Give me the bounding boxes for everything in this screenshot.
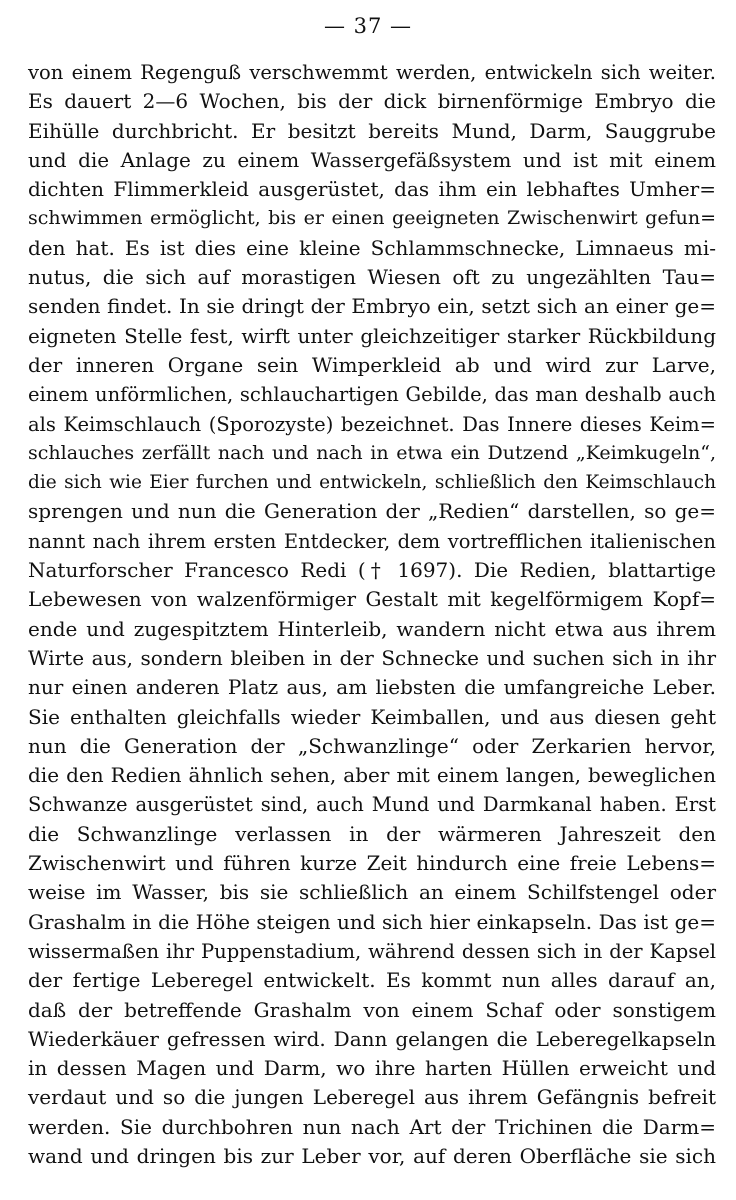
- text-line: der inneren Organe sein Wimperkleid ab und wird zur Larve,: [28, 352, 716, 377]
- text-line: Schwanze ausgerüstet sind, auch Mund und Darmkanal haben. Erst: [28, 793, 716, 817]
- text-line: eigneten Stelle fest, wirft unter gleichzeitiger starker Rückbildung: [28, 323, 716, 348]
- text-line: einem unförmlichen, schlauchartigen Gebilde, das man deshalb auch: [28, 383, 716, 407]
- text-line: Sie enthalten gleichfalls wieder Keimballen, und aus diesen geht: [28, 704, 716, 729]
- text-line: nutus, die sich auf morastigen Wiesen oft zu ungezählten Tau=: [28, 265, 716, 290]
- text-line: Naturforscher Francesco Redi († 1697). Die Redien, blattartige: [28, 558, 716, 583]
- text-line: als Keimschlauch (Sporozyste) bezeichnet. Das Innere dieses Keim=: [28, 412, 716, 436]
- text-line: Eihülle durchbricht. Er besitzt bereits Mund, Darm, Sauggrube: [28, 118, 716, 143]
- text-line: ende und zugespitztem Hinterleib, wandern nicht etwa aus ihrem: [28, 616, 716, 641]
- text-line: Zwischenwirt und führen kurze Zeit hindurch eine freie Lebens=: [28, 851, 716, 876]
- text-line: den hat. Es ist dies eine kleine Schlammschnecke, Limnaeus mi-: [28, 235, 716, 260]
- text-line: weise im Wasser, bis sie schließlich an einem Schilfstengel oder: [28, 880, 716, 905]
- text-line: der fertige Leberegel entwickelt. Es kommt nun alles darauf an,: [28, 968, 716, 993]
- text-line: in dessen Magen und Darm, wo ihre harten Hüllen erweicht und: [28, 1056, 716, 1081]
- text-line: daß der betreffende Grashalm von einem Schaf oder sonstigem: [28, 997, 716, 1022]
- text-line: Wiederkäuer gefressen wird. Dann gelangen die Leberegelkapseln: [28, 1026, 716, 1051]
- text-line: die den Redien ähnlich sehen, aber mit einem langen, beweglichen: [28, 763, 716, 788]
- text-line: Es dauert 2—6 Wochen, bis der dick birnenförmige Embryo die: [28, 89, 716, 114]
- text-line: wissermaßen ihr Puppenstadium, während dessen sich in der Kapsel: [28, 939, 716, 963]
- text-line: schlauches zerfällt nach und nach in etwa ein Dutzend „Keimkugeln“,: [28, 441, 716, 464]
- text-line: nun die Generation der „Schwanzlinge“ oder Zerkarien hervor,: [28, 733, 716, 758]
- text-line: werden. Sie durchbohren nun nach Art der Trichinen die Darm=: [28, 1114, 716, 1139]
- text-line: sprengen und nun die Generation der „Redien“ darstellen, so ge=: [28, 499, 716, 524]
- text-line: verdaut und so die jungen Leberegel aus ihrem Gefängnis befreit: [28, 1085, 716, 1110]
- text-line: nannt nach ihrem ersten Entdecker, dem vortrefflichen italienischen: [28, 529, 716, 553]
- body-text: [28, 58, 716, 1171]
- text-line: die Schwanzlinge verlassen in der wärmeren Jahreszeit den: [28, 821, 716, 846]
- text-line: Wirte aus, sondern bleiben in der Schnecke und suchen sich in ihr: [28, 645, 716, 670]
- text-line: Lebewesen von walzenförmiger Gestalt mit kegelförmigem Kopf=: [28, 587, 716, 612]
- text-line: von einem Regenguß verschwemmt werden, entwickeln sich weiter.: [28, 61, 716, 84]
- text-line: Grashalm in die Höhe steigen und sich hier einkapseln. Das ist ge=: [28, 909, 716, 934]
- text-line: senden findet. In sie dringt der Embryo ein, setzt sich an einer ge=: [28, 294, 716, 319]
- text-line: die sich wie Eier furchen und entwickeln, schließlich den Keimschlauch: [28, 472, 716, 494]
- text-line: und die Anlage zu einem Wassergefäßsystem und ist mit einem: [28, 147, 716, 172]
- text-line: nur einen anderen Platz aus, am liebsten die umfangreiche Leber.: [28, 675, 716, 700]
- text-line: wand und dringen bis zur Leber vor, auf deren Oberfläche sie sich: [28, 1143, 716, 1168]
- page-number: — 37 —: [323, 14, 413, 38]
- text-line: dichten Flimmerkleid ausgerüstet, das ihm ein lebhaftes Umher=: [28, 177, 716, 202]
- text-line: schwimmen ermöglicht, bis er einen geeigneten Zwischenwirt gefun=: [28, 207, 716, 230]
